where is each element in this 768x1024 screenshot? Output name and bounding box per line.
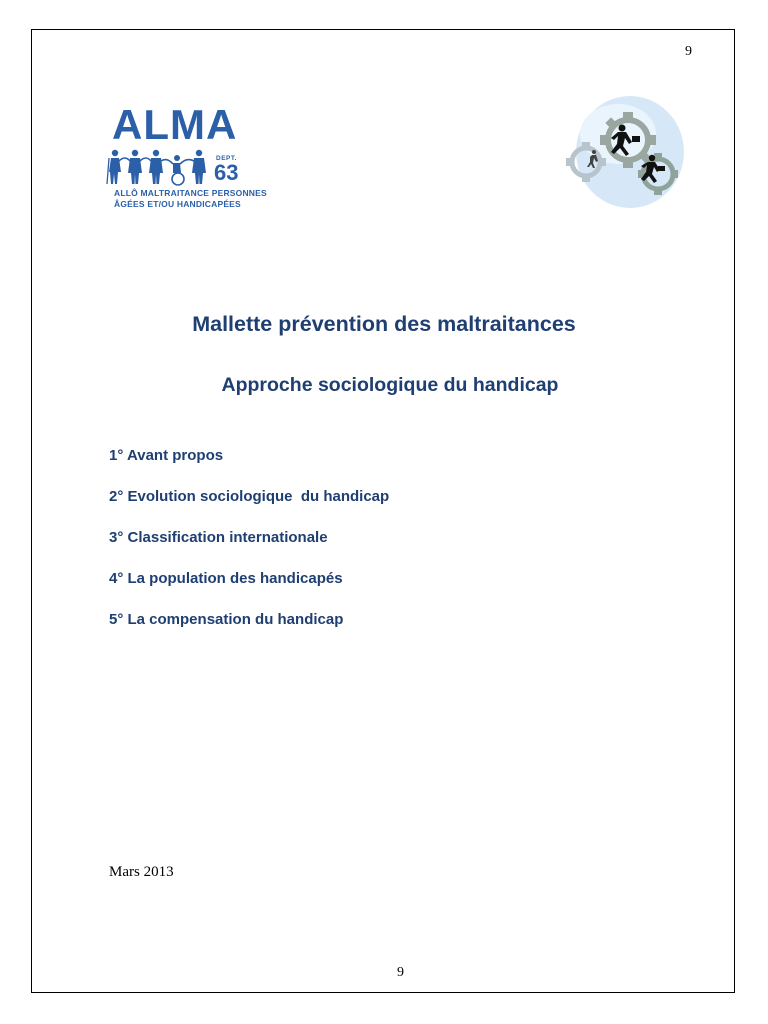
page-number-bottom: 9 [397,965,404,980]
logo-dept-number: 63 [214,160,239,185]
logo-dept-label: DEPT. [216,155,237,162]
logo-tagline-line1: ALLÔ MALTRAITANCE PERSONNES [114,188,267,198]
logo-wordmark: ALMA [112,101,238,148]
logo-tagline-line2: ÂGÉES ET/OU HANDICAPÉES [114,199,241,209]
people-chain-icon [106,148,216,188]
toc-item: 2° Evolution sociologique du handicap [109,488,390,505]
toc-item: 3° Classification internationale [109,529,328,546]
toc-item: 4° La population des handicapés [109,570,343,587]
document-subtitle: Approche sociologique du handicap [221,374,559,396]
alma-logo [106,101,267,212]
document-title: Mallette prévention des maltraitances [192,312,576,336]
document-date: Mars 2013 [109,864,174,880]
gears-with-running-businessmen-icon [560,92,684,210]
toc-item: 1° Avant propos [109,447,224,464]
page-number-top: 9 [685,44,692,59]
table-of-contents [109,446,389,651]
toc-item: 5° La compensation du handicap [109,611,344,628]
